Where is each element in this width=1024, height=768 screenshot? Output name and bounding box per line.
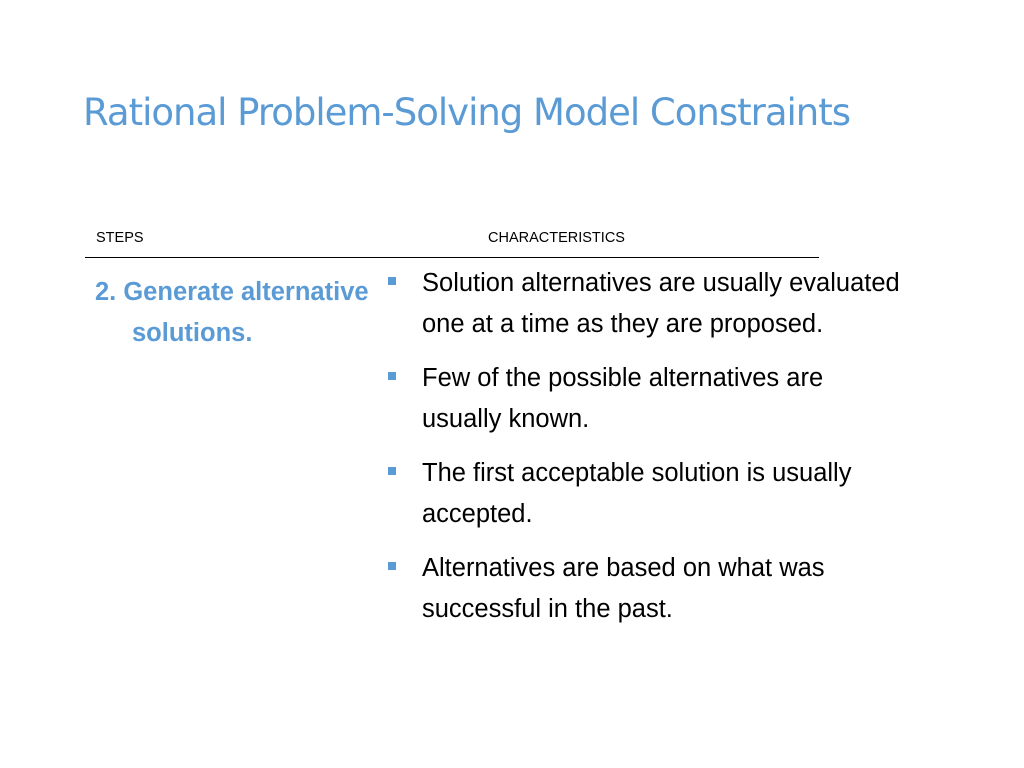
- step-label: 2. Generate alternative solutions.: [95, 278, 369, 347]
- slide-title: Rational Problem-Solving Model Constraints: [83, 91, 851, 134]
- column-header-steps: STEPS: [96, 230, 144, 246]
- characteristic-text: Alternatives are based on what was successful in the past.: [422, 554, 825, 623]
- square-bullet-icon: [388, 562, 396, 570]
- characteristic-item: [386, 453, 906, 535]
- column-header-characteristics: CHARACTERISTICS: [488, 230, 625, 246]
- square-bullet-icon: [388, 467, 396, 475]
- characteristic-item: [386, 358, 906, 440]
- square-bullet-icon: [388, 372, 396, 380]
- characteristic-item: [386, 263, 906, 345]
- square-bullet-icon: [388, 277, 396, 285]
- characteristics-list: [386, 263, 906, 643]
- characteristic-text: The first acceptable solution is usually accepted.: [422, 459, 852, 528]
- characteristic-text: Solution alternatives are usually evaluated one at a time as they are proposed.: [422, 269, 900, 338]
- header-divider: [85, 257, 819, 258]
- characteristic-item: [386, 548, 906, 630]
- characteristic-text: Few of the possible alternatives are usually known.: [422, 364, 824, 433]
